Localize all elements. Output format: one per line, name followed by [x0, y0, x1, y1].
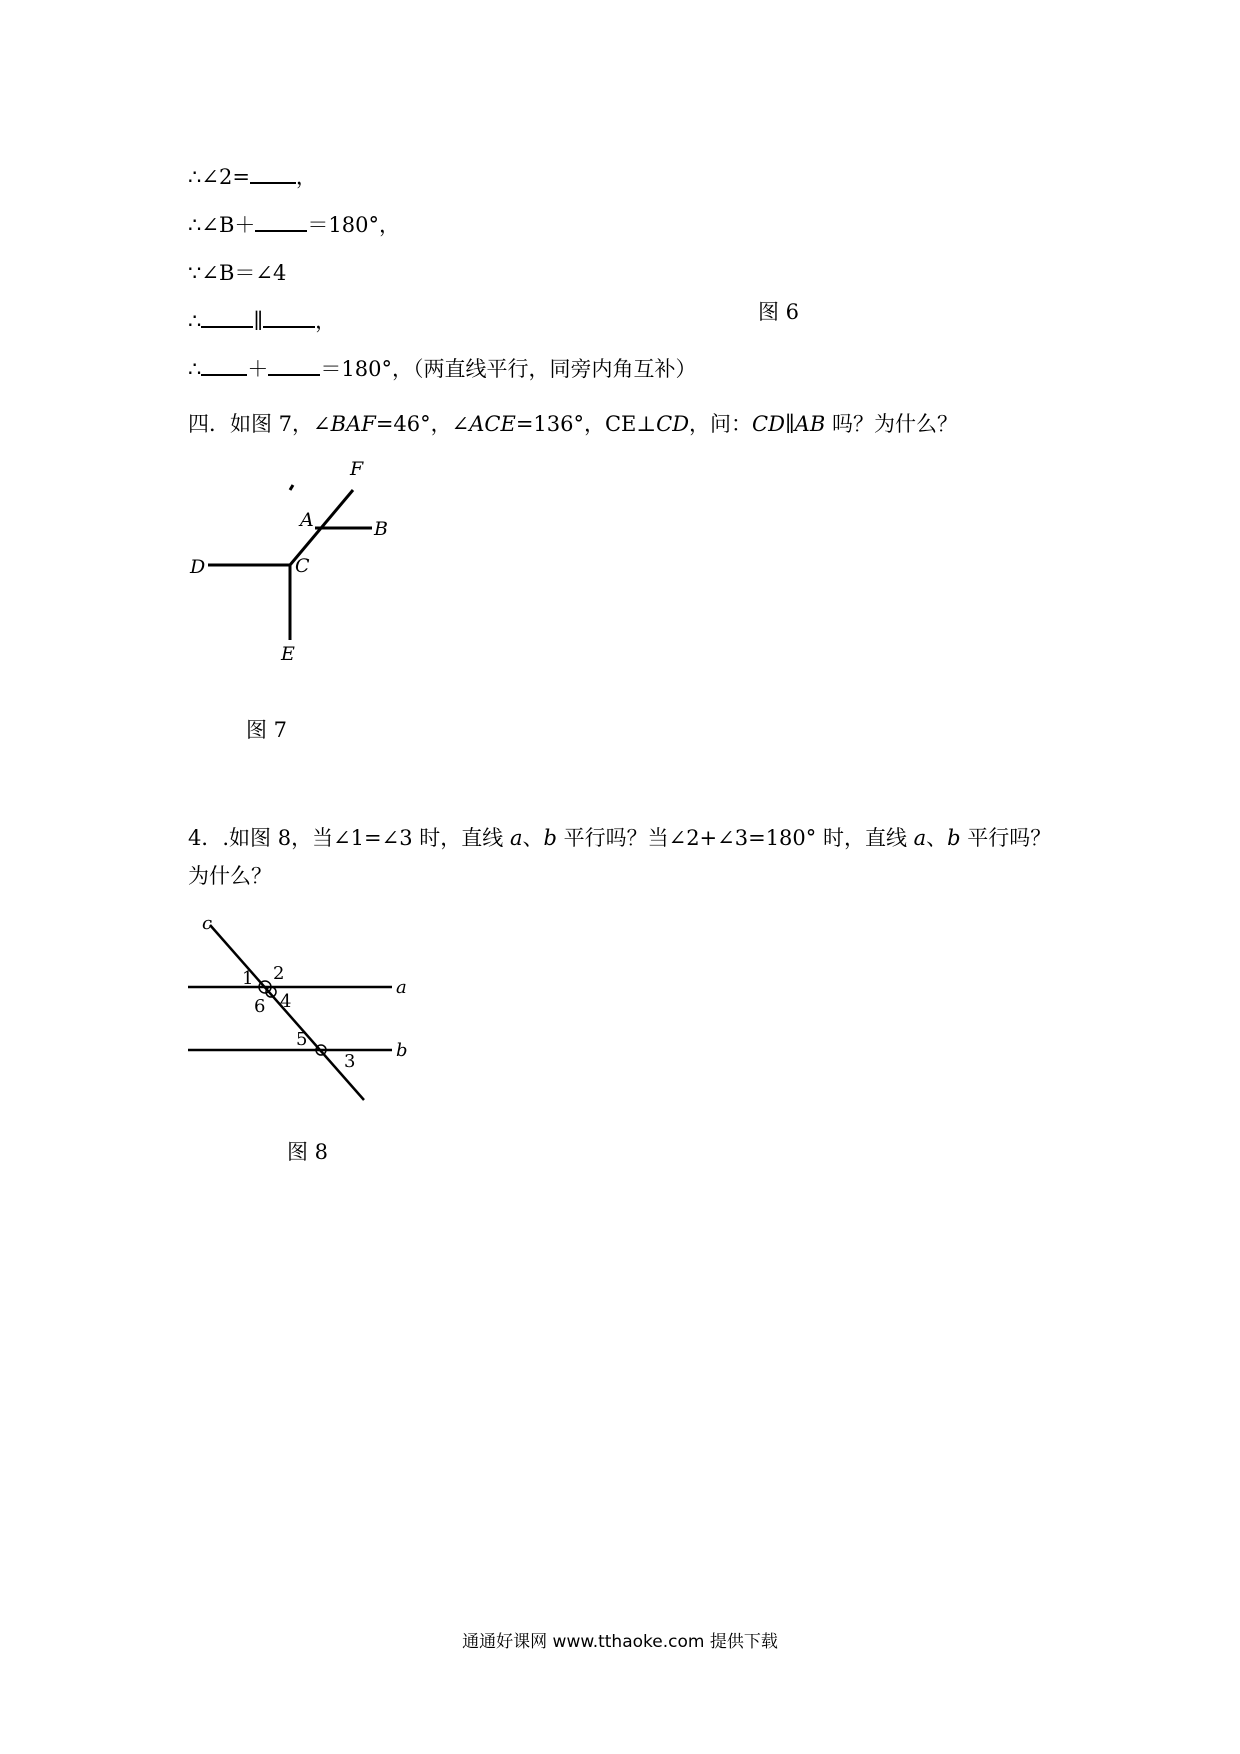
label-b: b: [396, 1040, 408, 1061]
question-5-line-1: 4．.如图 8，当∠1=∠3 时，直线 a、b 平行吗？当∠2+∠3=180° 时，直线 a、b 平行吗？: [188, 826, 1052, 850]
angle-label-1: 1: [242, 968, 254, 989]
question-4-text: 四．如图 7，∠BAF=46°，∠ACE=136°，CE⊥CD，问：CD∥AB 吗？为什么？: [188, 412, 958, 436]
label-a: A: [300, 509, 314, 531]
angle-label-2: 2: [273, 963, 285, 984]
answer-blank[interactable]: [201, 308, 253, 328]
label-c: C: [295, 555, 310, 577]
answer-blank[interactable]: [263, 308, 315, 328]
ray-af-tip: [290, 485, 293, 490]
figure-7-diagram: [180, 455, 420, 670]
angle-label-6: 6: [254, 996, 266, 1017]
angle-label-5: 5: [296, 1029, 308, 1050]
proof-line-2: ∴∠B＋ ＝180°，: [188, 213, 400, 237]
proof-line-1: ∴∠2= ，: [188, 165, 317, 189]
answer-blank[interactable]: [255, 212, 307, 232]
label-e: E: [281, 643, 295, 665]
figure-8-diagram: [180, 915, 430, 1115]
label-d: D: [190, 556, 206, 578]
question-5-line-2: 为什么？: [188, 864, 272, 888]
figure-8-caption: 图 8: [287, 1140, 329, 1164]
answer-blank[interactable]: [268, 356, 320, 376]
label-b: B: [374, 518, 388, 540]
proof-line-3: ∵∠B＝∠4: [188, 261, 287, 285]
angle-label-3: 3: [344, 1051, 356, 1072]
label-a: a: [396, 977, 407, 998]
footer-credit: 通通好课网 www.tthaoke.com 提供下载: [462, 1632, 778, 1652]
transversal-c: [210, 925, 364, 1100]
figure-6-caption: 图 6: [758, 300, 800, 324]
figure-7-caption: 图 7: [246, 718, 288, 742]
proof-line-5: ∴ ＋ ＝180°，（两直线平行，同旁内角互补）: [188, 357, 697, 381]
angle-label-4: 4: [280, 991, 292, 1012]
answer-blank[interactable]: [250, 164, 296, 184]
proof-line-4: ∴ ∥ ，: [188, 309, 337, 333]
answer-blank[interactable]: [201, 356, 247, 376]
label-c: c: [202, 915, 213, 934]
label-f: F: [350, 458, 364, 480]
